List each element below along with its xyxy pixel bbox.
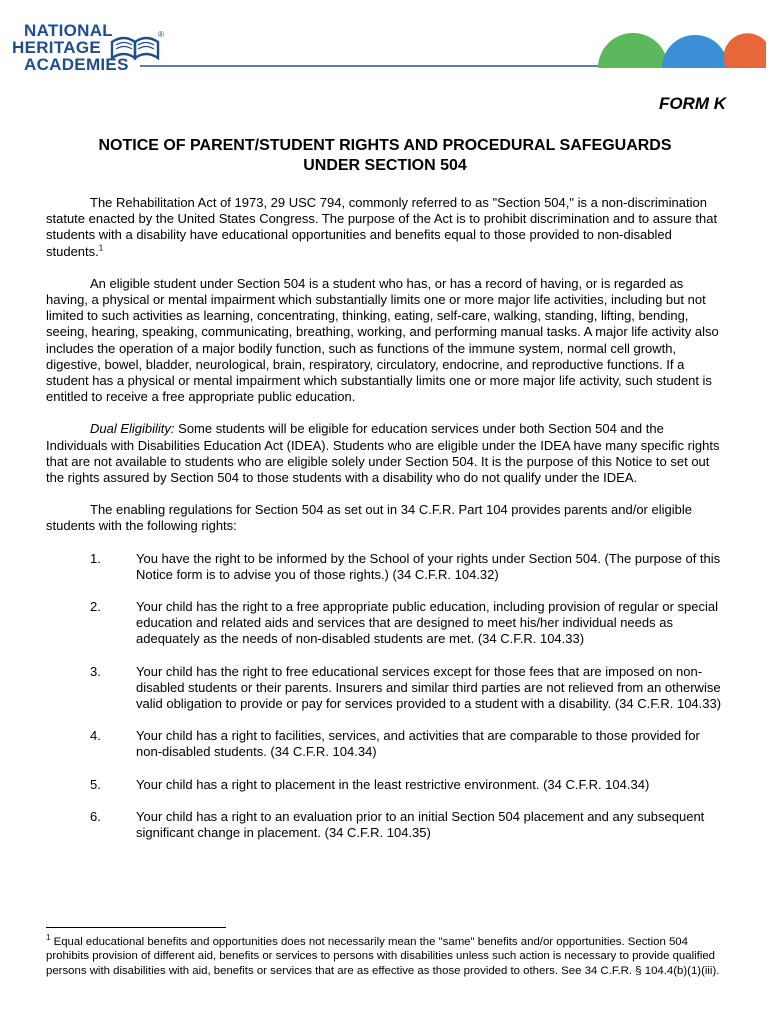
rights-list [46,551,726,842]
paragraph-dual-eligibility: Dual Eligibility: Some students will be eligible for education services under both Section 504 and the Individuals with Disabilities Education Act (IDEA). Students who are eligible under the IDEA have many specific rights that are not available to students who are eligible solely under Section 504. It is the purpose of this Notice to set out the rights assured by Section 504 to those students with a disability who do not qualify under the IDEA. [46,421,720,486]
list-item: 3. Your child has the right to free educational services except for those fees that are imposed on non-disabled students or their parents. Insurers and similar third parties are not relieved from an otherwise valid obligation to provide or pay for services provided to a student with a disability. (34 C.F.R. 104.33) [90,663,722,712]
footnote-ref: 1 [98,243,104,253]
form-label: FORM K [658,94,726,113]
list-item: 1. You have the right to be informed by the School of your rights under Section 504. (The purpose of this Notice form is to advise you of those rights.) (34 C.F.R. 104.32) [90,550,721,582]
title-line-1: NOTICE OF PARENT/STUDENT RIGHTS AND PROCEDURAL SAFEGUARDS [98,137,672,154]
paragraph-section-504-intro: The Rehabilitation Act of 1973, 29 USC 794, commonly referred to as "Section 504," is a non-discrimination statute enacted by the United States Congress. The purpose of the Act is to prohibit discrimination and to assure that students with a disability have educational opportunities and benefits equal to those provided to non-disabled students.$^1$ [46,195,718,259]
open-book-icon [108,28,164,62]
decorative-circles [596,28,766,68]
list-item: 6. Your child has a right to an evaluation prior to an initial Section 504 placement and any subsequent significant change in placement. (34 C.F.R. 104.35) [90,808,705,841]
dual-eligibility-lead: Dual Eligibility: [90,421,175,437]
list-item: 2. Your child has the right to a free appropriate public education, including provision of regular or special education and related aids and services that are designed to meet his/her individual needs as adequately as the needs of non-disabled students are met. (34 C.F.R. 104.33) [90,599,718,647]
logo-line-heritage: HERITAGE [12,38,101,57]
title-line-2: UNDER SECTION 504 [303,157,467,174]
green-semicircle [598,33,668,68]
logo-line-academies: ACADEMIES [24,55,129,74]
paragraph-eligible-student: An eligible student under Section 504 is a student who has, or has a record of having, or is regarded as having, a physical or mental impairment which substantially limits one or more major life activities, including but not limited to such activities as learning, concentrating, thinking, eating, self-care, walking, standing, lifting, bending, seeing, hearing, speaking, communicating, breathing, working, and performing manual tasks. A major life activity also includes the operation of a major bodily function, such as functions of the immune system, normal cell growth, digestive, bowel, bladder, neurological, brain, respiratory, circulatory, endocrine, and reproductive functions. If a student has a physical or mental impairment which substantially limits one or more major life activity, such student is entitled to receive a free appropriate public education. [46,275,719,405]
logo-line-national: NATIONAL [24,21,113,40]
footnote-divider [46,927,226,928]
registered-mark: ® [158,30,164,39]
page-title [45,136,725,176]
page-header [0,0,770,80]
footnote: $^1$ Equal educational benefits and opportunities does not necessarily mean the "same" benefits and/or opportunities. Section 504 prohibits provision of different aid, benefits or services to persons with disabilities unless such action is necessary to provide qualified persons with disabilities with aid, benefits or services that are as effective as those provided to others. See 34 C.F.R. § 104.4(b)(1)(iii). [46,933,720,977]
list-item: 4. Your child has a right to facilities, services, and activities that are comparable to those provided for non-disabled students. (34 C.F.R. 104.34) [90,728,700,760]
paragraph-enabling-regulations: The enabling regulations for Section 504 as set out in 34 C.F.R. Part 104 provides parents and/or eligible students with the following rights: [46,502,692,534]
orange-semicircle [723,33,766,68]
blue-semicircle [662,35,728,68]
footnote-marker: 1 [46,933,51,943]
document-body [46,195,726,857]
list-item: 5. Your child has a right to placement in the least restrictive environment. (34 C.F.R. 104.34) [90,776,650,792]
